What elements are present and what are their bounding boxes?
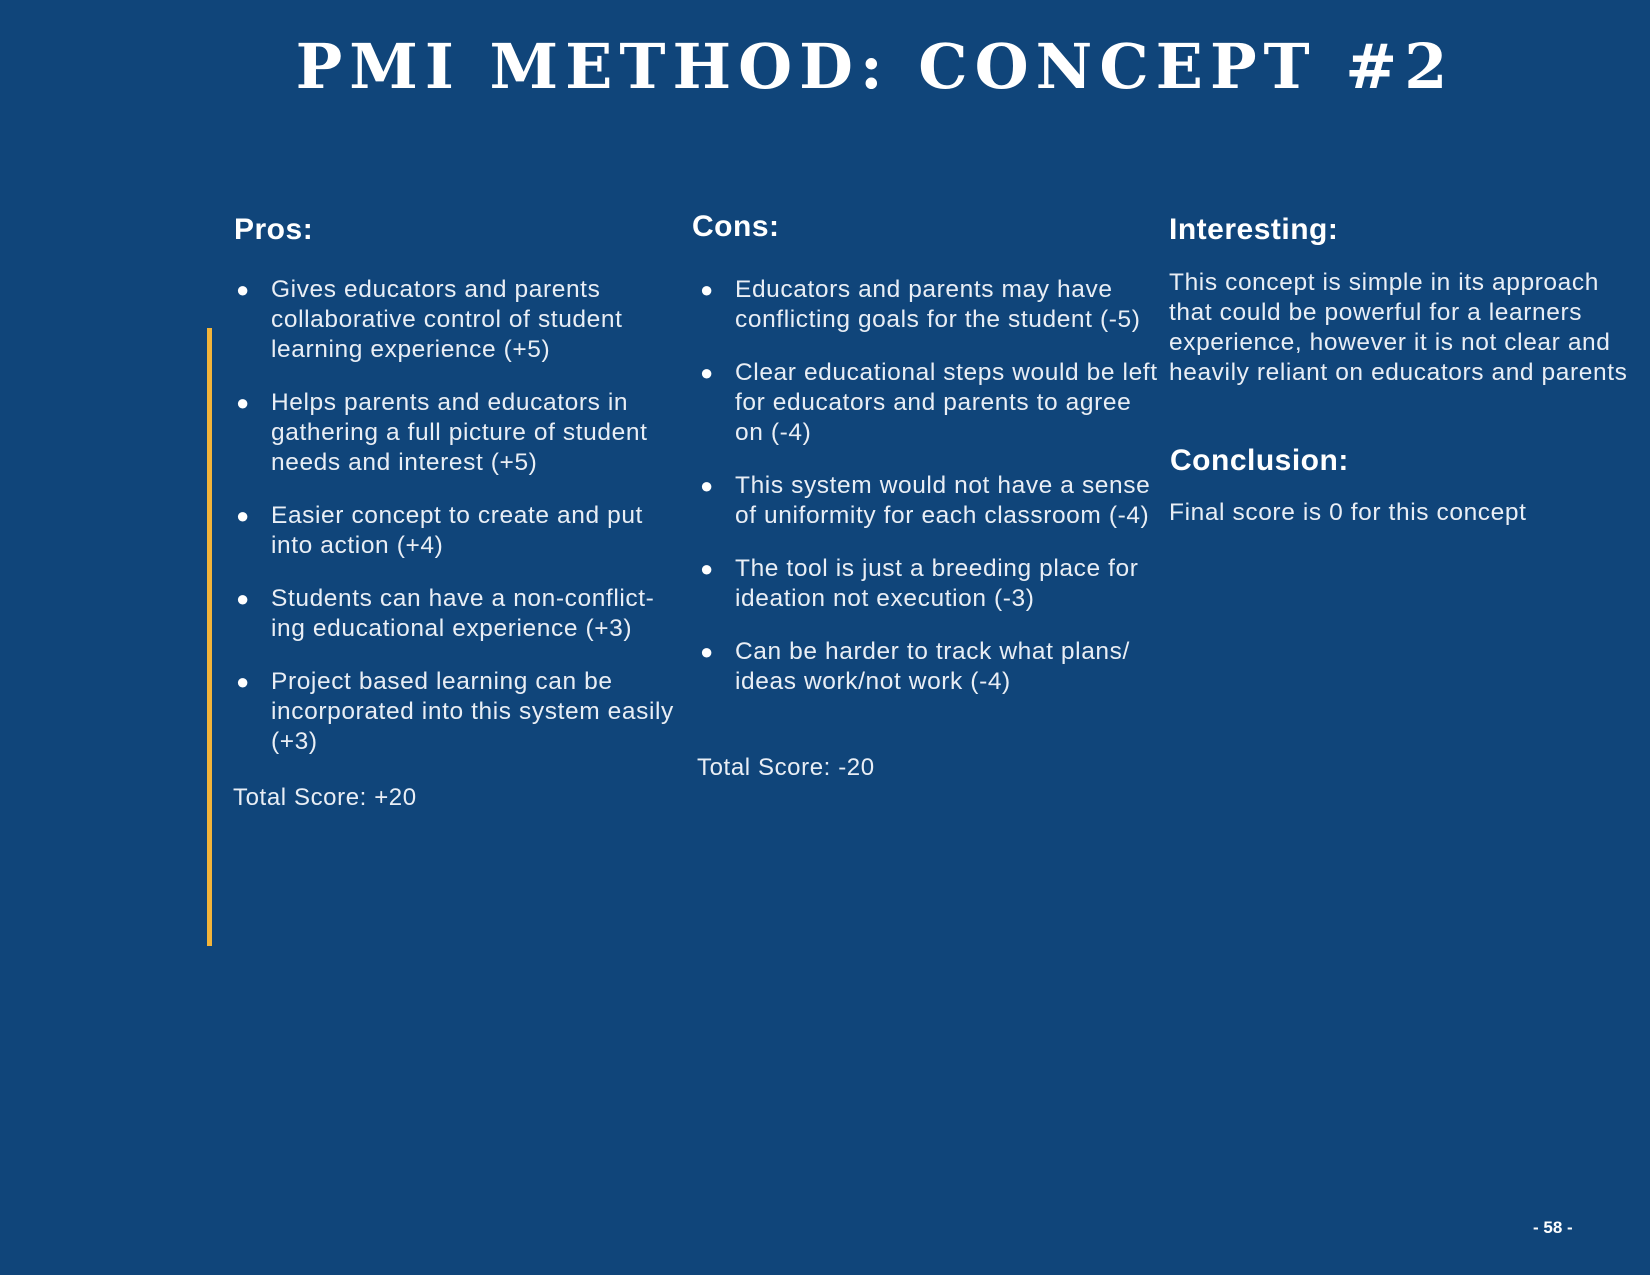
bullet-icon: ● xyxy=(700,639,714,664)
bullet-icon: ● xyxy=(236,277,250,302)
bullet-icon: ● xyxy=(236,503,250,528)
cons-item xyxy=(698,358,1158,448)
bullet-icon: ● xyxy=(236,586,250,611)
bullet-icon: ● xyxy=(236,390,250,415)
cons-item-text: This system would not have a sense of uniformity for each classroom (-4) xyxy=(735,472,1151,529)
interesting-text: This concept is simple in its approach that could be powerful for a learners experience, however it is not clear and heavily reliant on educators and parents xyxy=(1169,269,1628,386)
pros-item xyxy=(234,667,674,757)
cons-list xyxy=(698,275,1158,720)
pros-item-text: Gives educators and parents collaborative control of student learning experience (+5) xyxy=(271,276,623,363)
pros-item-text: Easier concept to create and put into action (+4) xyxy=(271,502,643,559)
bullet-icon: ● xyxy=(700,360,714,385)
bullet-icon: ● xyxy=(700,556,714,581)
interesting-heading: Interesting: xyxy=(1169,213,1339,246)
page-number: - 58 - xyxy=(1533,1218,1573,1237)
conclusion-text: Final score is 0 for this concept xyxy=(1169,499,1527,526)
cons-heading: Cons: xyxy=(692,210,780,243)
pros-item-text: Students can have a non-conflict-ing educational experience (+3) xyxy=(271,585,655,642)
pros-heading: Pros: xyxy=(234,213,314,246)
cons-item-text: Can be harder to track what plans/ ideas work/not work (-4) xyxy=(735,638,1130,695)
pros-list xyxy=(234,275,674,780)
pros-item xyxy=(234,501,674,561)
cons-item xyxy=(698,275,1158,335)
cons-total-score: Total Score: -20 xyxy=(697,754,875,781)
cons-item-text: Educators and parents may have conflicting goals for the student (-5) xyxy=(735,276,1141,333)
pros-item xyxy=(234,388,674,478)
cons-item-text: Clear educational steps would be left for educators and parents to agree on (-4) xyxy=(735,359,1158,446)
cons-item xyxy=(698,471,1158,531)
bullet-icon: ● xyxy=(700,473,714,498)
pros-item xyxy=(234,275,674,365)
pros-item-text: Project based learning can be incorporated into this system easily (+3) xyxy=(271,668,674,755)
cons-item xyxy=(698,554,1158,614)
pros-total-score: Total Score: +20 xyxy=(233,784,417,811)
cons-item-text: The tool is just a breeding place for ideation not execution (-3) xyxy=(735,555,1139,612)
bullet-icon: ● xyxy=(236,669,250,694)
pros-item xyxy=(234,584,674,644)
bullet-icon: ● xyxy=(700,277,714,302)
cons-item xyxy=(698,637,1158,697)
pros-item-text: Helps parents and educators in gathering a full picture of student needs and interest (+5) xyxy=(271,389,648,476)
accent-bar xyxy=(207,328,212,946)
page-title: PMI METHOD: CONCEPT #2 xyxy=(295,30,1455,103)
conclusion-heading: Conclusion: xyxy=(1170,444,1349,477)
